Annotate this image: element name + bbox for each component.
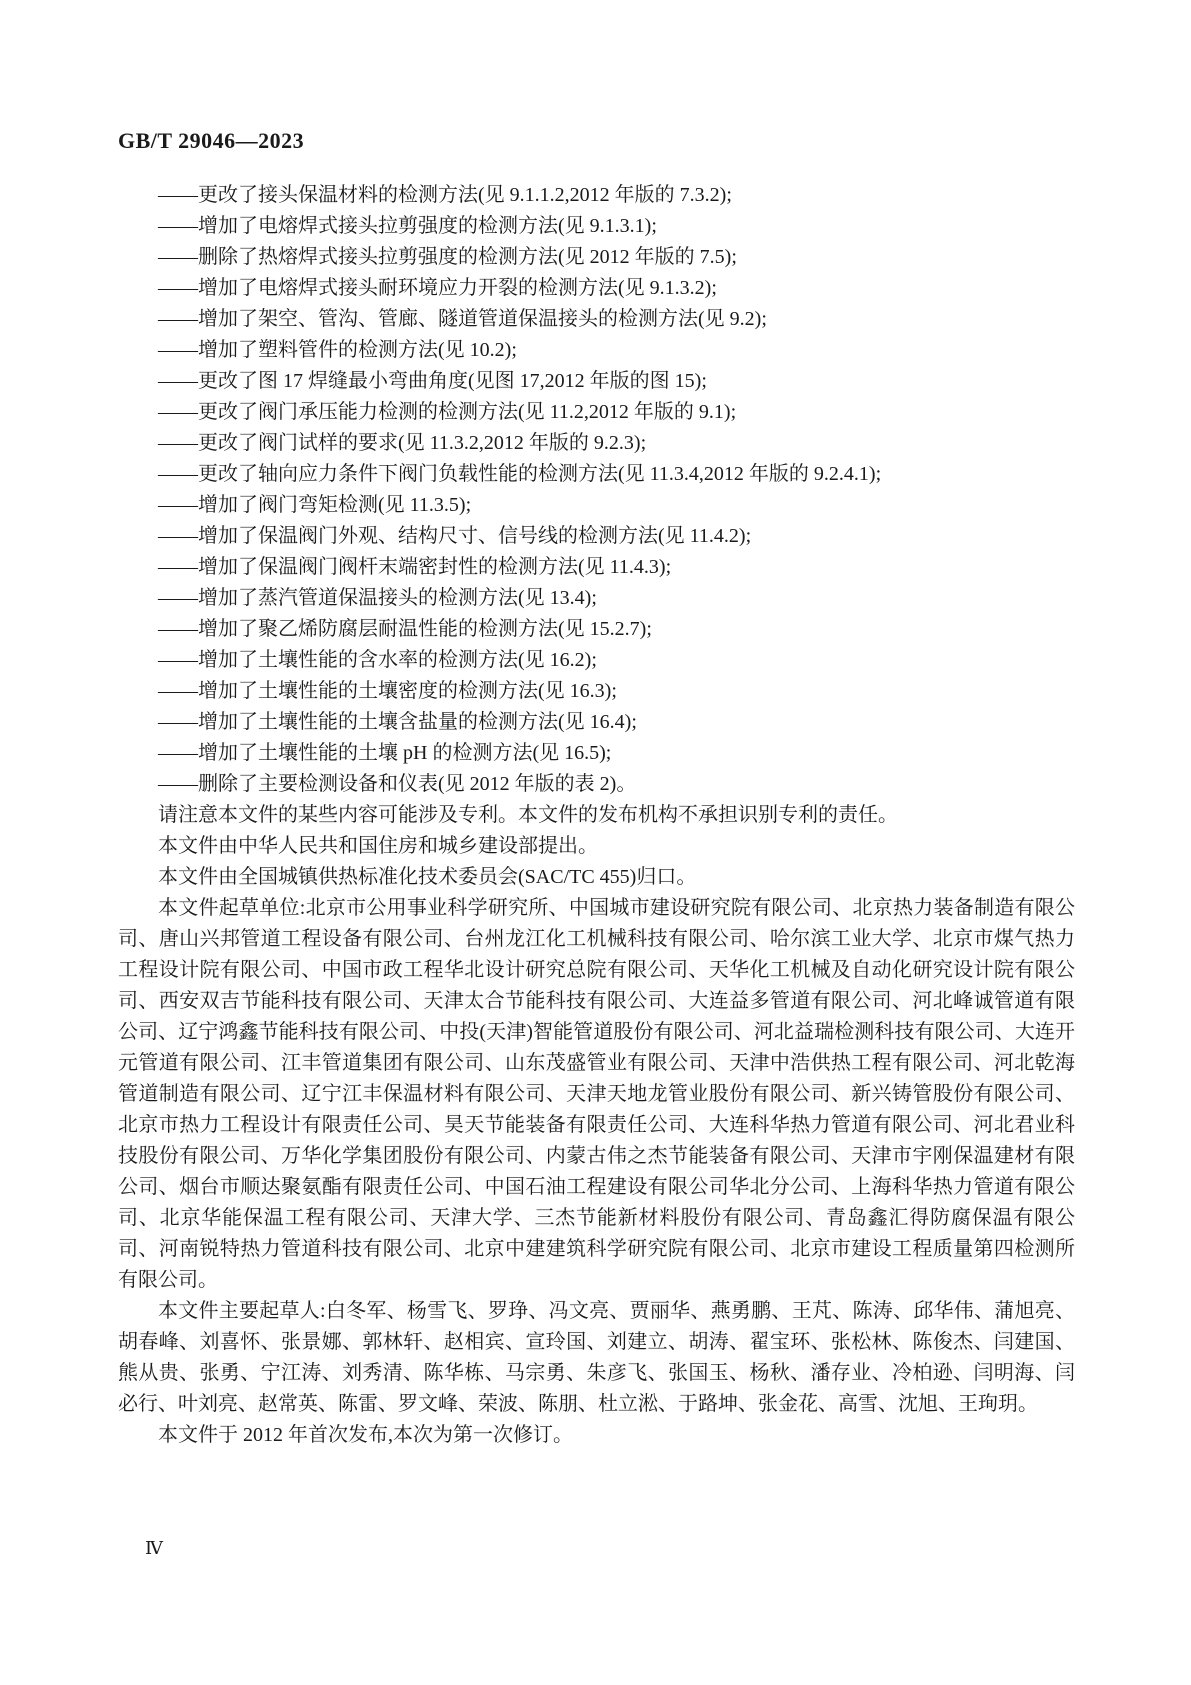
amendment-item: ——增加了聚乙烯防腐层耐温性能的检测方法(见 15.2.7); <box>158 618 652 640</box>
amendment-item: ——更改了阀门试样的要求(见 11.3.2,2012 年版的 9.2.3); <box>158 432 647 454</box>
foreword-paragraph: 本文件由中华人民共和国住房和城乡建设部提出。 <box>158 835 598 857</box>
amendment-item: ——增加了电熔焊式接头拉剪强度的检测方法(见 9.1.3.1); <box>158 215 657 237</box>
amendment-item: ——更改了图 17 焊缝最小弯曲角度(见图 17,2012 年版的图 15); <box>158 370 707 392</box>
amendment-item: ——更改了接头保温材料的检测方法(见 9.1.1.2,2012 年版的 7.3.2); <box>158 184 732 206</box>
amendment-item: ——更改了阀门承压能力检测的检测方法(见 11.2,2012 年版的 9.1); <box>158 401 737 423</box>
document-body <box>118 180 1075 1451</box>
amendment-item: ——增加了土壤性能的土壤 pH 的检测方法(见 16.5); <box>158 742 612 764</box>
amendment-item: ——增加了土壤性能的土壤密度的检测方法(见 16.3); <box>158 680 617 702</box>
amendment-item: ——更改了轴向应力条件下阀门负载性能的检测方法(见 11.3.4,2012 年版的 9.2.4.1); <box>158 463 882 485</box>
amendment-item: ——增加了电熔焊式接头耐环境应力开裂的检测方法(见 9.1.3.2); <box>158 277 717 299</box>
amendment-item: ——增加了土壤性能的含水率的检测方法(见 16.2); <box>158 649 597 671</box>
amendment-item: ——增加了土壤性能的土壤含盐量的检测方法(见 16.4); <box>158 711 637 733</box>
page-number: Ⅳ <box>145 1538 164 1558</box>
amendment-item: ——删除了主要检测设备和仪表(见 2012 年版的表 2)。 <box>158 773 637 795</box>
standard-number-header: GB/T 29046—2023 <box>118 128 305 153</box>
amendment-item: ——删除了热熔焊式接头拉剪强度的检测方法(见 2012 年版的 7.5); <box>158 246 737 268</box>
amendment-list <box>118 180 1075 800</box>
foreword-paragraph: 请注意本文件的某些内容可能涉及专利。本文件的发布机构不承担识别专利的责任。 <box>158 804 898 826</box>
amendment-item: ——增加了蒸汽管道保温接头的检测方法(见 13.4); <box>158 587 597 609</box>
amendment-item: ——增加了塑料管件的检测方法(见 10.2); <box>158 339 517 361</box>
foreword-paragraph: 本文件由全国城镇供热标准化技术委员会(SAC/TC 455)归口。 <box>158 866 697 888</box>
foreword-paragraphs <box>118 800 1075 1451</box>
foreword-paragraph: 本文件于 2012 年首次发布,本次为第一次修订。 <box>158 1424 573 1446</box>
foreword-paragraph: 本文件主要起草人:白冬军、杨雪飞、罗琤、冯文亮、贾丽华、燕勇鹏、王芃、陈涛、邱华伟、蒲旭亮、胡春峰、刘喜怀、张景娜、郭林轩、赵相宾、宣玲国、刘建立、胡涛、翟宝环、张松林、陈俊杰、闫建国、熊从贵、张勇、宁江涛、刘秀清、陈华栋、马宗勇、朱彦飞、张国玉、杨秋、潘存业、冷柏逊、闫明海、闫必行、叶刘亮、赵常英、陈雷、罗文峰、荣波、陈朋、杜立淞、于路坤、张金花、高雪、沈旭、王珣玥。 <box>118 1300 1075 1415</box>
amendment-item: ——增加了架空、管沟、管廊、隧道管道保温接头的检测方法(见 9.2); <box>158 308 767 330</box>
amendment-item: ——增加了保温阀门阀杆末端密封性的检测方法(见 11.4.3); <box>158 556 672 578</box>
foreword-paragraph: 本文件起草单位:北京市公用事业科学研究所、中国城市建设研究院有限公司、北京热力装备制造有限公司、唐山兴邦管道工程设备有限公司、台州龙江化工机械科技有限公司、哈尔滨工业大学、北京市煤气热力工程设计院有限公司、中国市政工程华北设计研究总院有限公司、天华化工机械及自动化研究设计院有限公司、西安双吉节能科技有限公司、天津太合节能科技有限公司、大连益多管道有限公司、河北峰诚管道有限公司、辽宁鸿鑫节能科技有限公司、中投(天津)智能管道股份有限公司、河北益瑞检测科技有限公司、大连开元管道有限公司、江丰管道集团有限公司、山东茂盛管业有限公司、天津中浩供热工程有限公司、河北乾海管道制造有限公司、辽宁江丰保温材料有限公司、天津天地龙管业股份有限公司、新兴铸管股份有限公司、北京市热力工程设计有限责任公司、昊天节能装备有限责任公司、大连科华热力管道有限公司、河北君业科技股份有限公司、万华化学集团股份有限公司、内蒙古伟之杰节能装备有限公司、天津市宇刚保温建材有限公司、烟台市顺达聚氨酯有限责任公司、中国石油工程建设有限公司华北分公司、上海科华热力管道有限公司、北京华能保温工程有限公司、天津大学、三杰节能新材料股份有限公司、青岛鑫汇得防腐保温有限公司、河南锐特热力管道科技有限公司、北京中建建筑科学研究院有限公司、北京市建设工程质量第四检测所有限公司。 <box>118 897 1075 1291</box>
amendment-item: ——增加了阀门弯矩检测(见 11.3.5); <box>158 494 472 516</box>
amendment-item: ——增加了保温阀门外观、结构尺寸、信号线的检测方法(见 11.4.2); <box>158 525 752 547</box>
